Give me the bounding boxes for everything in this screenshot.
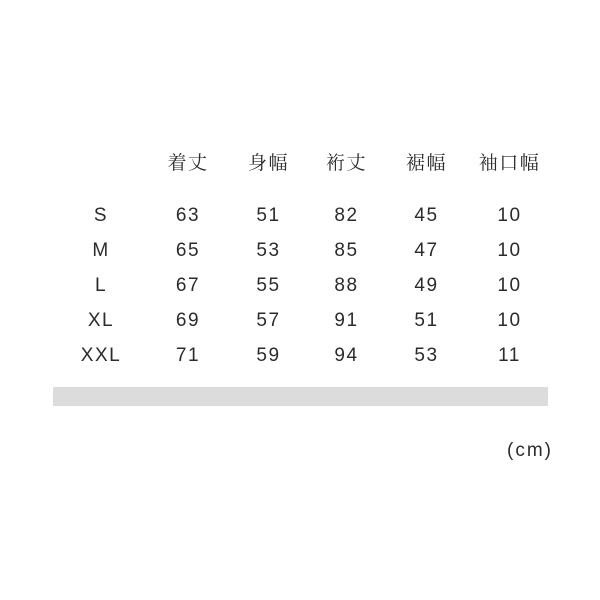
table-cell: 10 [497, 240, 522, 261]
table-cell: 10 [497, 275, 522, 296]
table-cell: 85 [334, 240, 359, 261]
column-header-hem-width: 裾幅 [405, 153, 447, 174]
row-label-l: L [94, 275, 108, 296]
table-cell: 63 [175, 205, 201, 226]
table-cell: 47 [414, 240, 439, 261]
table-cell: 82 [334, 205, 359, 226]
table-cell: 88 [334, 275, 359, 296]
column-header-body-length: 着丈 [167, 153, 209, 174]
column-header-cuff-width: 袖口幅 [478, 153, 541, 174]
table-cell: 11 [498, 345, 521, 366]
table-cell: 55 [256, 275, 281, 296]
table-cell: 53 [414, 345, 439, 366]
table-cell: 53 [256, 240, 281, 261]
unit-label: (cm) [507, 440, 553, 461]
table-cell: 10 [497, 205, 522, 226]
divider-bar [53, 387, 548, 406]
table-cell: 91 [334, 310, 359, 331]
table-cell: 57 [256, 310, 281, 331]
corner-cell [56, 146, 146, 181]
table-cell: 49 [414, 275, 439, 296]
row-label-xl: XL [87, 310, 115, 331]
row-label-m: M [92, 240, 110, 261]
table-cell: 65 [175, 240, 201, 261]
column-header-body-width: 身幅 [247, 153, 289, 174]
table-cell: 71 [175, 345, 201, 366]
table-cell: 51 [414, 310, 439, 331]
table-header-row [56, 146, 552, 181]
table-cell: 59 [256, 345, 281, 366]
row-label-xxl: XXL [80, 345, 122, 366]
table-cell: 45 [414, 205, 439, 226]
table-cell: 10 [497, 310, 522, 331]
row-label-s: S [93, 205, 109, 226]
table-cell: 51 [256, 205, 281, 226]
table-cell: 94 [334, 345, 359, 366]
table-cell: 69 [175, 310, 201, 331]
column-header-sleeve-length: 裄丈 [325, 153, 367, 174]
table-body [56, 198, 552, 373]
table-cell: 67 [175, 275, 201, 296]
